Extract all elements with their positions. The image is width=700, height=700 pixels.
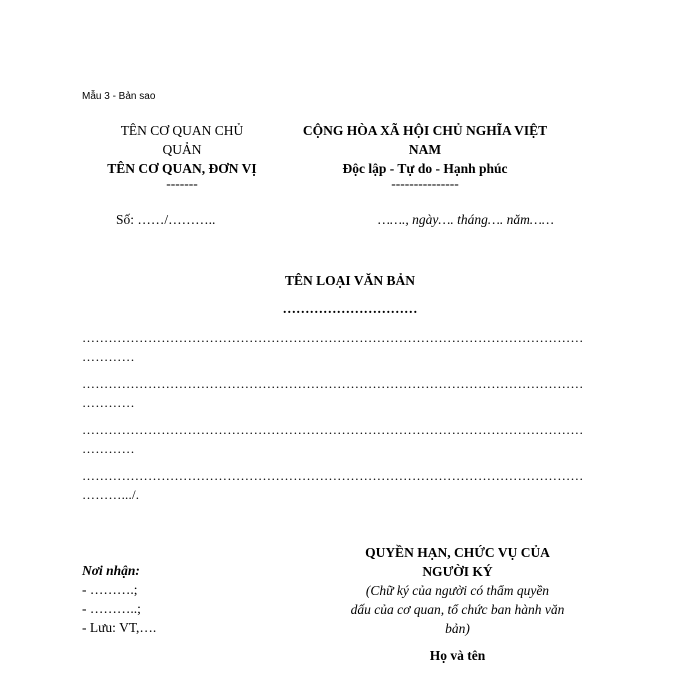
body-line: ………… — [82, 441, 135, 456]
recipient-item: - ………..; — [82, 601, 141, 616]
document-body — [82, 328, 618, 504]
signer-position-line2: NGƯỜI KÝ — [422, 564, 493, 579]
signer-position-line1: QUYỀN HẠN, CHỨC VỤ CỦA — [365, 545, 550, 560]
signature-note-line2: dấu của cơ quan, tổ chức ban hành văn — [350, 602, 565, 617]
signer-name: Họ và tên — [429, 648, 486, 663]
recipient-item: - Lưu: VT,…. — [82, 620, 157, 635]
agency-parent-line1: TÊN CƠ QUAN CHỦ — [120, 123, 244, 138]
signature-note-line3: bản) — [445, 621, 470, 636]
nation-line2: NAM — [408, 142, 442, 157]
signature-block — [315, 543, 600, 665]
form-label: Mẫu 3 - Bản sao — [82, 91, 156, 102]
body-line: …………………………………………………………………………………………………… — [82, 468, 584, 483]
header-right — [270, 121, 580, 190]
recipient-item: - ……….; — [82, 582, 138, 597]
body-line: …………………………………………………………………………………………………… — [82, 422, 584, 437]
header-left — [62, 121, 302, 190]
doc-subject: ………………………… — [282, 301, 418, 316]
recipients — [82, 561, 156, 637]
agency-name: TÊN CƠ QUAN, ĐƠN VỊ — [107, 161, 257, 176]
motto: Độc lập - Tự do - Hạnh phúc — [342, 161, 508, 176]
agency-underline: ------- — [166, 176, 198, 191]
agency-parent-line2: QUẢN — [162, 142, 202, 157]
body-line: ………… — [82, 395, 135, 410]
signature-note-line1: (Chữ ký của người có thẩm quyền — [365, 583, 550, 598]
document-number: Số: ……/……….. — [116, 212, 216, 227]
recipients-title: Nơi nhận: — [82, 563, 140, 578]
body-line: ……….../. — [82, 487, 140, 502]
doc-type-title: TÊN LOẠI VĂN BẢN — [285, 273, 415, 288]
body-line: ………… — [82, 349, 135, 364]
nation-line1: CỘNG HÒA XÃ HỘI CHỦ NGHĨA VIỆT — [302, 123, 548, 138]
motto-underline: --------------- — [391, 176, 459, 191]
body-line: …………………………………………………………………………………………………… — [82, 330, 584, 345]
body-line: …………………………………………………………………………………………………… — [82, 376, 584, 391]
document-date: ……., ngày…. tháng…. năm…… — [378, 212, 554, 227]
